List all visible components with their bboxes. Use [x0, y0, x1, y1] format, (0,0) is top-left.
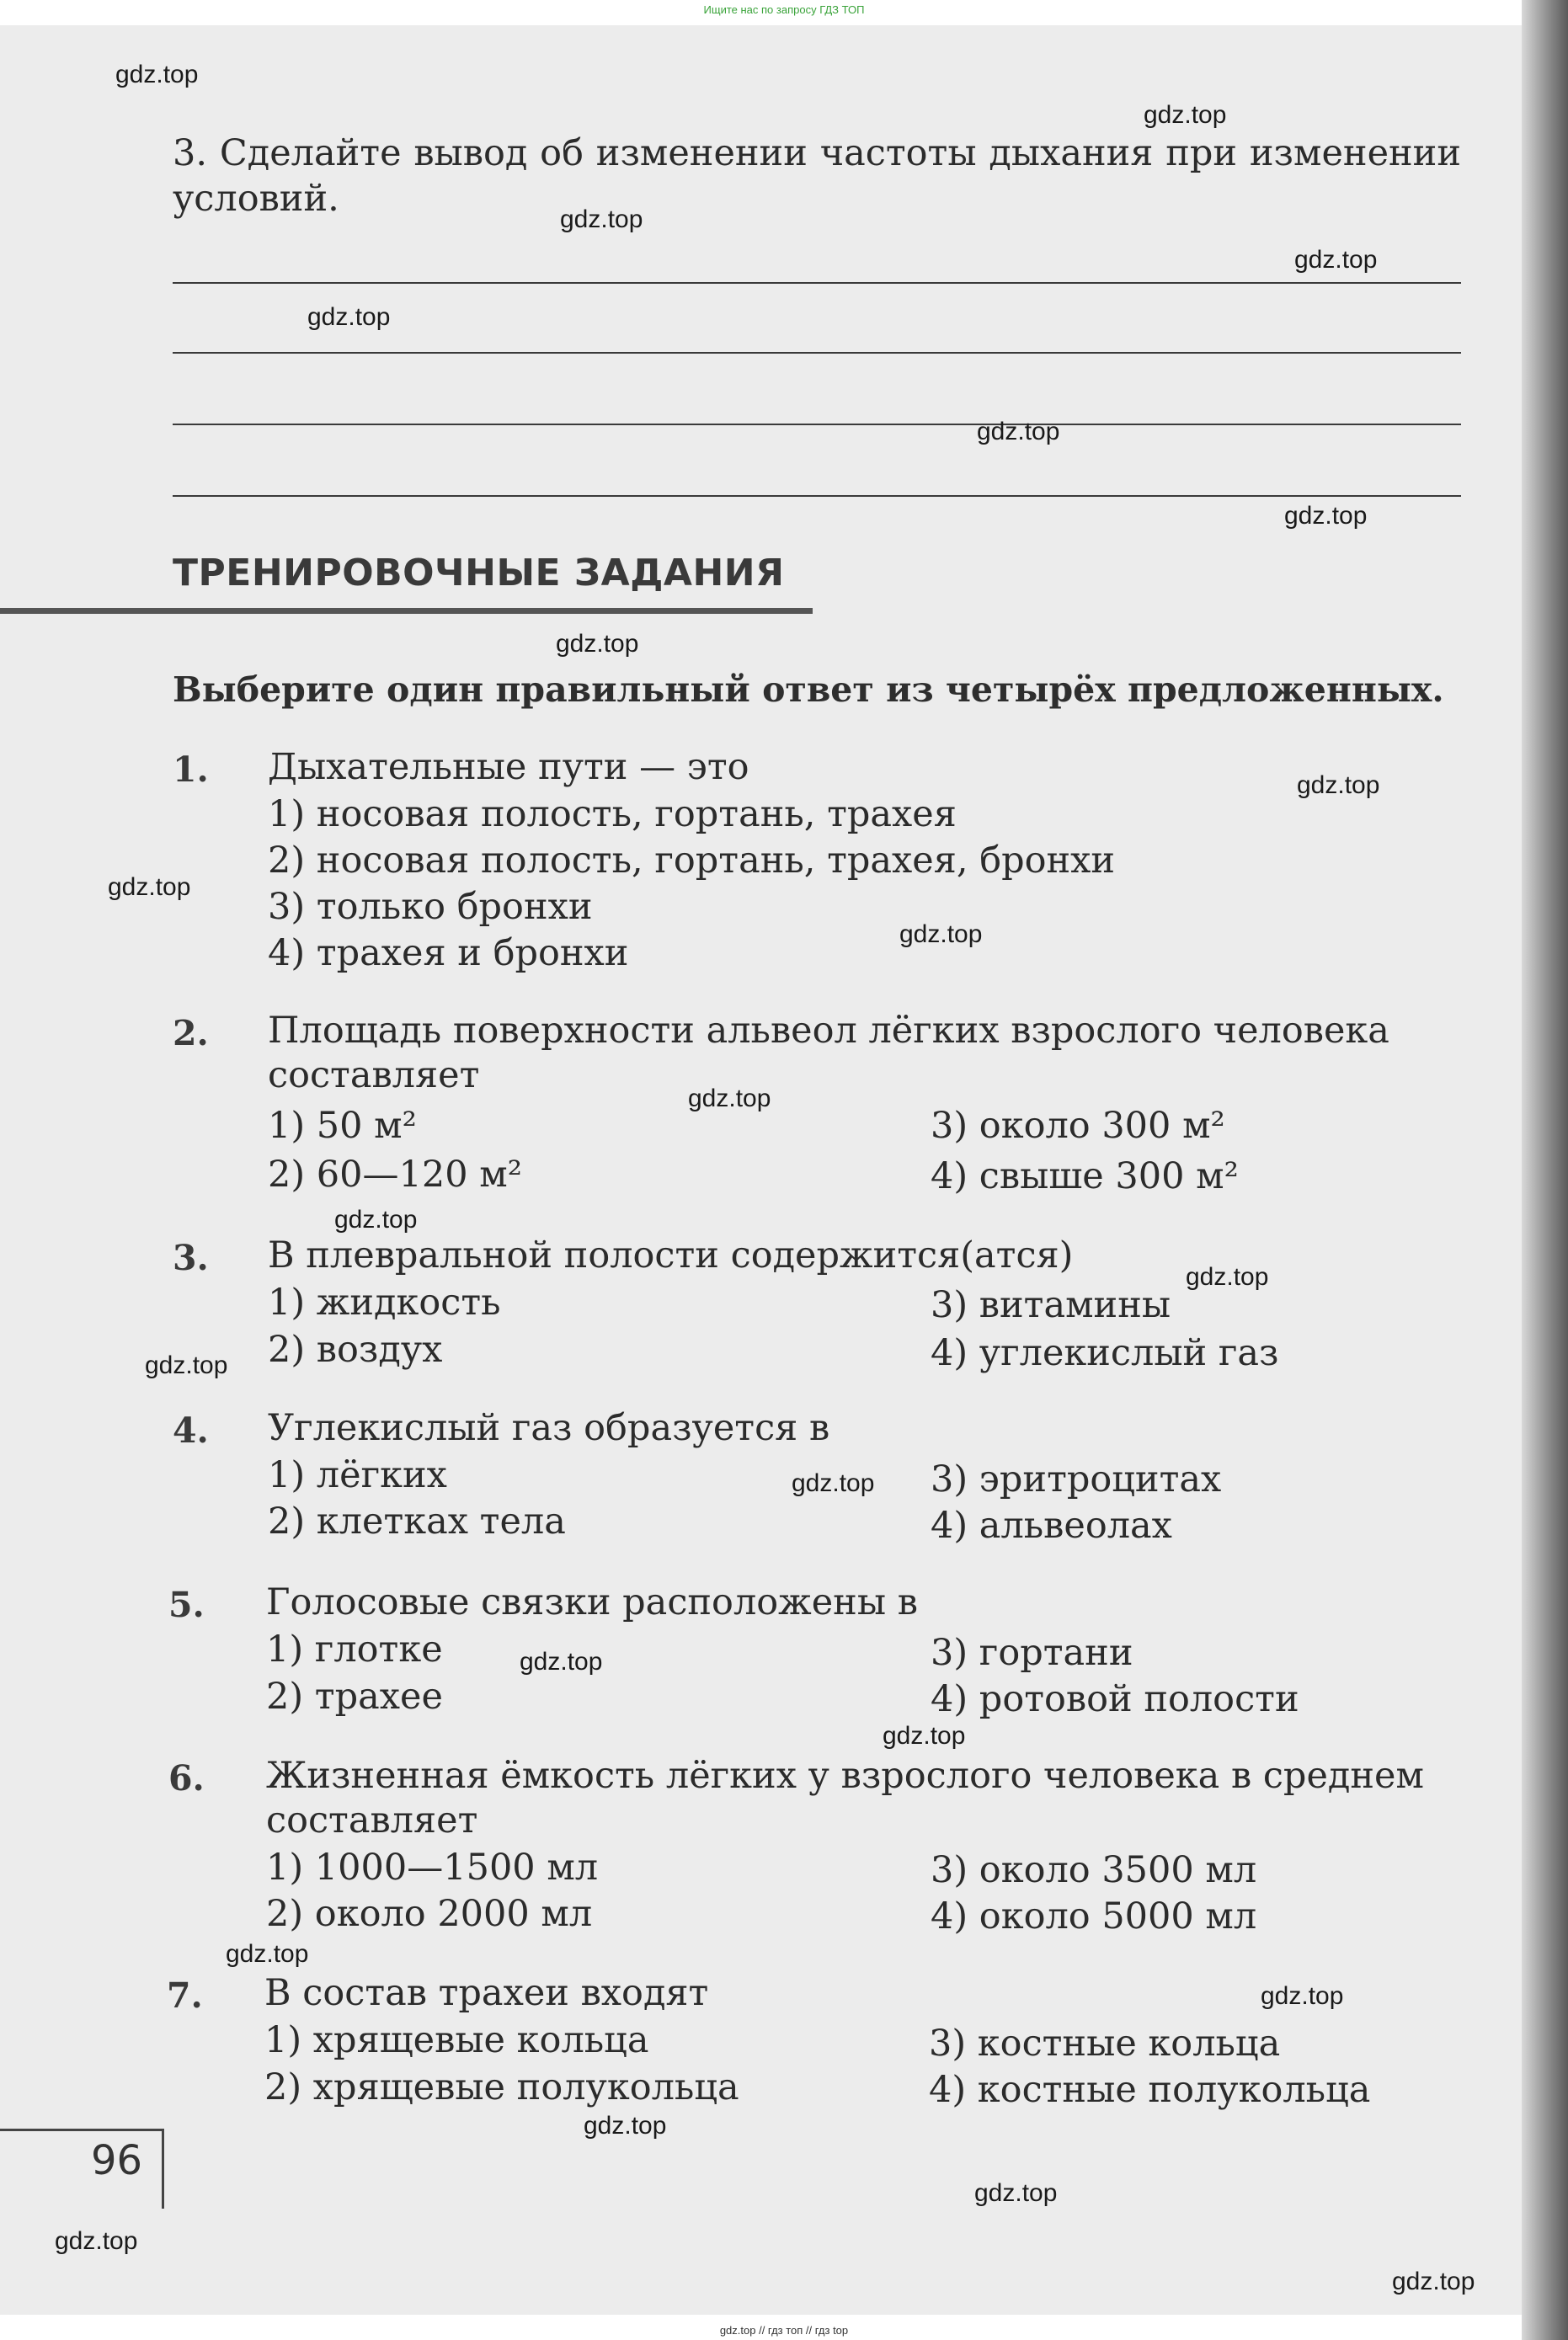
watermark: gdz.top	[1284, 502, 1368, 530]
watermark: gdz.top	[1392, 2268, 1475, 2295]
watermark: gdz.top	[1186, 1263, 1269, 1291]
section-title: ТРЕНИРОВОЧНЫЕ ЗАДАНИЯ	[173, 552, 785, 594]
watermark: gdz.top	[556, 630, 639, 658]
question-number: 4.	[173, 1410, 209, 1451]
watermark: gdz.top	[584, 2112, 667, 2140]
option: 3) витамины	[931, 1284, 1171, 1326]
option: 4) свыше 300 м²	[931, 1155, 1239, 1197]
watermark: gdz.top	[1261, 1982, 1344, 2010]
watermark: gdz.top	[1144, 101, 1227, 129]
task-3-text: 3. Сделайте вывод об изменении частоты дыхания при изменении условий.	[173, 132, 1461, 220]
option: 1) хрящевые кольца	[264, 2019, 649, 2061]
option: 4) альвеолах	[931, 1505, 1172, 1547]
page-fold-shadow	[1522, 0, 1568, 2340]
watermark: gdz.top	[520, 1648, 603, 1676]
question-text: Дыхательные пути — это	[268, 746, 749, 788]
option: 4) углекислый газ	[931, 1332, 1279, 1374]
question-text: Голосовые связки расположены в	[266, 1581, 918, 1623]
watermark: gdz.top	[55, 2227, 138, 2255]
option: 4) костные полукольца	[929, 2069, 1371, 2111]
watermark: gdz.top	[1294, 246, 1378, 274]
question-text: В состав трахеи входят	[264, 1972, 709, 2014]
option: 2) носовая полость, гортань, трахея, бронхи	[268, 840, 1116, 882]
question-text: Углекислый газ образуется в	[268, 1407, 830, 1449]
question-text: В плевральной полости содержится(атся)	[268, 1234, 1074, 1277]
option: 1) носовая полость, гортань, трахея	[268, 793, 957, 835]
watermark: gdz.top	[334, 1206, 418, 1234]
question-text: Жизненная ёмкость лёгких у взрослого человека в среднем	[266, 1755, 1424, 1797]
option: 1) 50 м²	[268, 1105, 417, 1147]
answer-line-4	[173, 495, 1461, 497]
question-number: 1.	[173, 749, 209, 790]
option: 2) трахее	[266, 1676, 443, 1718]
watermark: gdz.top	[226, 1940, 309, 1968]
option: 3) гортани	[931, 1632, 1133, 1674]
option: 4) ротовой полости	[931, 1678, 1299, 1720]
watermark: gdz.top	[115, 61, 199, 88]
option: 2) клетках тела	[268, 1500, 566, 1543]
option: 2) 60—120 м²	[268, 1154, 522, 1196]
option: 3) костные кольца	[929, 2023, 1281, 2065]
question-text: Площадь поверхности альвеол лёгких взрослого человека	[268, 1010, 1389, 1052]
option: 2) хрящевые полукольца	[264, 2066, 739, 2108]
answer-line-3	[173, 424, 1461, 425]
option: 1) лёгких	[268, 1454, 447, 1496]
option: 1) глотке	[266, 1628, 443, 1671]
question-number: 5.	[168, 1585, 205, 1625]
option: 3) около 3500 мл	[931, 1849, 1257, 1891]
option: 2) около 2000 мл	[266, 1893, 593, 1935]
page-number: 96	[91, 2137, 143, 2184]
watermark: gdz.top	[108, 873, 191, 901]
question-text-continued: составляет	[266, 1799, 478, 1842]
option: 4) около 5000 мл	[931, 1895, 1257, 1938]
question-text-continued: составляет	[268, 1054, 480, 1096]
option: 3) эритроцитах	[931, 1458, 1222, 1500]
watermark: gdz.top	[974, 2179, 1058, 2207]
question-number: 6.	[168, 1758, 205, 1799]
watermark: gdz.top	[899, 920, 983, 948]
option: 1) жидкость	[268, 1282, 501, 1324]
watermark: gdz.top	[792, 1469, 875, 1497]
watermark: gdz.top	[688, 1085, 771, 1112]
option: 2) воздух	[268, 1329, 443, 1371]
watermark: gdz.top	[560, 205, 643, 233]
option: 3) около 300 м²	[931, 1105, 1225, 1147]
header-note: Ищите нас по запросу ГДЗ ТОП	[703, 3, 865, 16]
question-number: 2.	[173, 1013, 209, 1053]
question-number: 7.	[167, 1975, 203, 2016]
watermark: gdz.top	[1297, 771, 1380, 799]
footer-note: gdz.top // гдз топ // гдз top	[719, 2324, 849, 2337]
option: 4) трахея и бронхи	[268, 932, 629, 974]
watermark: gdz.top	[883, 1722, 966, 1750]
watermark: gdz.top	[145, 1351, 228, 1379]
section-underline	[0, 608, 813, 614]
watermark: gdz.top	[977, 418, 1060, 445]
instruction: Выберите один правильный ответ из четырёх предложенных.	[173, 669, 1444, 710]
answer-line-2	[173, 352, 1461, 354]
option: 1) 1000—1500 мл	[266, 1847, 599, 1889]
option: 3) только бронхи	[268, 886, 593, 928]
answer-line-1	[173, 282, 1461, 284]
watermark: gdz.top	[307, 303, 391, 331]
question-number: 3.	[173, 1238, 209, 1278]
